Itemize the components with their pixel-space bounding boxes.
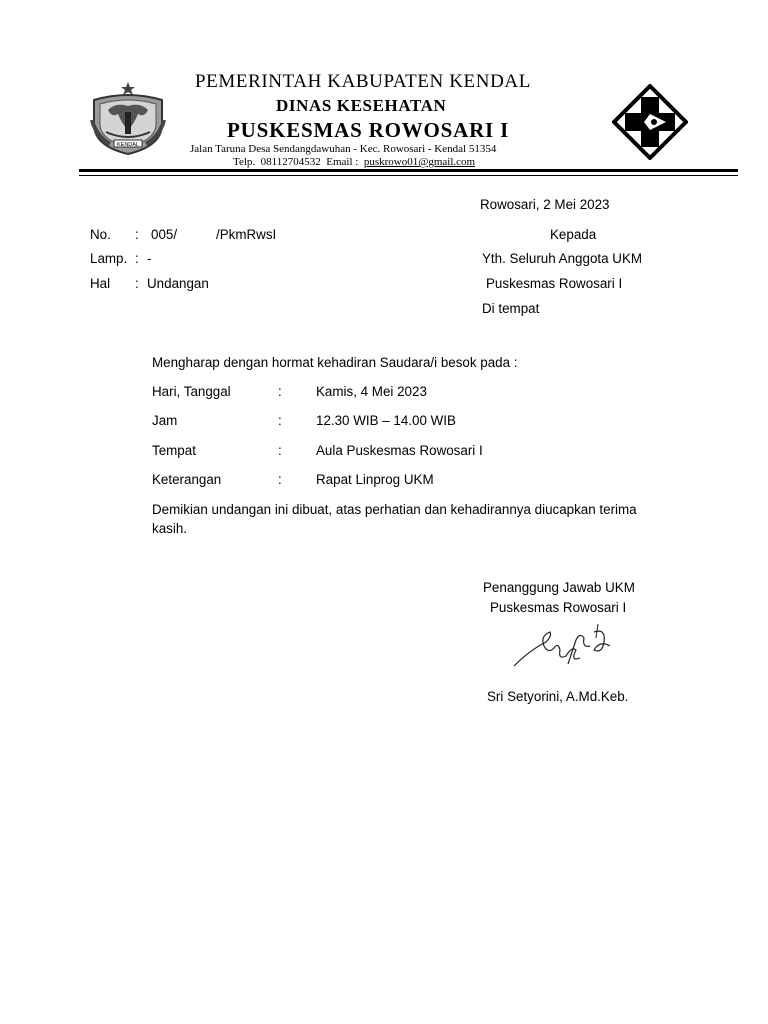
phone-label: Telp. [233, 156, 256, 168]
number-label: No. [90, 227, 111, 242]
detail-label: Tempat [152, 443, 196, 458]
closing-line-2: kasih. [152, 521, 187, 536]
letterhead-contact [233, 156, 475, 168]
attachment-value: - [147, 251, 152, 266]
recipient-line-1: Yth. Seluruh Anggota UKM [482, 251, 643, 266]
recipient-line-3: Di tempat [482, 301, 540, 316]
puskesmas-cross-logo [612, 84, 688, 160]
subject-colon: : [135, 276, 139, 291]
detail-label: Jam [152, 413, 178, 428]
number-colon: : [135, 227, 139, 242]
attachment-label: Lamp. [90, 251, 128, 266]
letterhead-rule-thin [79, 175, 738, 176]
detail-value: Kamis, 4 Mei 2023 [316, 384, 427, 399]
letterhead-department: DINAS KESEHATAN [276, 96, 447, 115]
detail-colon: : [278, 384, 282, 399]
number-value: 005/ [151, 227, 178, 242]
handwritten-signature [510, 620, 620, 672]
letterhead-rule-thick [79, 169, 738, 172]
recipient-line-2: Puskesmas Rowosari I [486, 276, 623, 291]
signatory-title-1: Penanggung Jawab UKM [483, 580, 635, 595]
recipient-kepada: Kepada [550, 227, 597, 242]
kendal-regency-logo [88, 80, 168, 158]
letterhead-institution: PUSKESMAS ROWOSARI I [227, 118, 510, 142]
closing-line-1: Demikian undangan ini dibuat, atas perhatian dan kehadirannya diucapkan terima [152, 502, 637, 517]
subject-value: Undangan [147, 276, 209, 291]
detail-colon: : [278, 413, 282, 428]
phone-number: 08112704532 [260, 156, 321, 168]
letterhead-government: PEMERINTAH KABUPATEN KENDAL [195, 71, 531, 92]
detail-colon: : [278, 443, 282, 458]
attachment-colon: : [135, 251, 139, 266]
detail-value: Aula Puskesmas Rowosari I [316, 443, 483, 458]
place-date: Rowosari, 2 Mei 2023 [480, 197, 610, 212]
detail-value: 12.30 WIB – 14.00 WIB [316, 413, 456, 428]
logo-kendal-text: KENDAL [116, 142, 140, 148]
detail-label: Keterangan [152, 472, 222, 487]
subject-label: Hal [90, 276, 111, 291]
detail-label: Hari, Tanggal [152, 384, 231, 399]
email-link[interactable]: puskrowo01@gmail.com [363, 156, 476, 168]
opening-sentence: Mengharap dengan hormat kehadiran Saudara/i besok pada : [152, 355, 518, 370]
letterhead-address: Jalan Taruna Desa Sendangdawuhan - Kec. Rowosari - Kendal 51354 [190, 143, 497, 155]
signatory-title-2: Puskesmas Rowosari I [490, 600, 627, 615]
detail-value: Rapat Linprog UKM [316, 472, 434, 487]
signatory-name: Sri Setyorini, A.Md.Keb. [487, 689, 629, 704]
number-suffix: /PkmRwsI [216, 227, 277, 242]
email-label: Email : [326, 156, 359, 168]
detail-colon: : [278, 472, 282, 487]
